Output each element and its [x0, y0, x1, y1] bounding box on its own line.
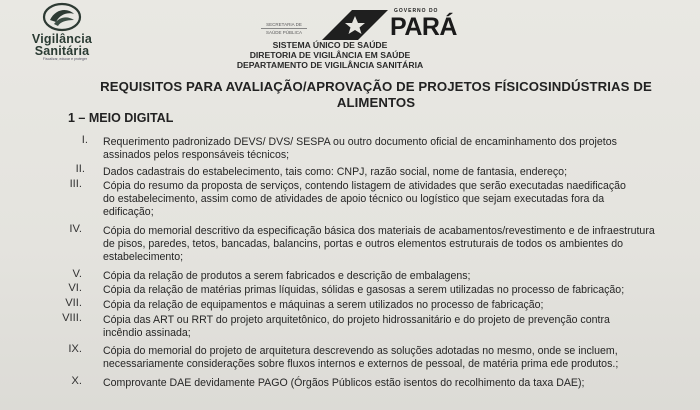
sespa-line2: SAÚDE PÚBLICA [265, 30, 302, 35]
item-number: IX. [68, 343, 82, 355]
list-item [103, 136, 668, 162]
logo-text-line1: Vigilância [31, 32, 93, 46]
item-number: II. [75, 163, 85, 175]
item-line: do estabelecimento, assim como de atividades de apoio técnico ou logístico que sejam executadas fora da [103, 193, 605, 205]
list-item [103, 225, 668, 264]
title-line-2: ALIMENTOS [336, 95, 416, 110]
header-line-2: DIRETORIA DE VIGILÂNCIA EM SAÚDE [249, 50, 411, 61]
item-line: de pisos, paredes, tetos, bancadas, balancins, portas e outros elementos estruturais de todos os ambientes do [103, 238, 623, 250]
sespa-line1: SECRETARIA DE [266, 22, 302, 27]
item-number: X. [71, 375, 82, 387]
item-number: IV. [69, 223, 82, 235]
item-line: Cópia das ART ou RRT do projeto arquitetônico, do projeto hidrossanitário e do projeto de prevenção contra [103, 314, 610, 326]
header-line-1: SISTEMA ÚNICO DE SAÚDE [272, 40, 388, 50]
item-line: assinados pelos responsáveis técnicos; [103, 149, 290, 161]
logo-tagline: Fiscalizar, educar e proteger [42, 57, 88, 61]
item-line: Cópia do memorial do projeto de arquitetura descrevendo as soluções adotadas no mesmo, onde se incluem, [103, 345, 618, 357]
item-line: Requerimento padronizado DEVS/ DVS/ SESPA ou outro documento oficial de encaminhamento dos projetos [103, 136, 617, 148]
title-line-1: REQUISITOS PARA AVALIAÇÃO/APROVAÇÃO DE PROJETOS FÍSICOSINDÚSTRIAS DE [100, 79, 652, 94]
item-number: I. [81, 134, 88, 146]
list-item [103, 314, 668, 340]
item-number: VIII. [62, 312, 82, 324]
list-item [103, 284, 668, 297]
item-line: edificação; [103, 206, 154, 218]
item-line: necessariamente considerações sobre fluxos internos e externos de pessoal, de matéria prima ede produtos.; [103, 358, 619, 370]
list-item [103, 270, 668, 283]
list-item [103, 180, 668, 219]
logo-text-line2: Sanitária [34, 44, 90, 58]
item-number: V. [72, 268, 82, 280]
item-number: VI. [68, 282, 82, 294]
list-item [103, 299, 668, 312]
item-number: VII. [65, 297, 82, 309]
item-line: incêndio assinada; [103, 327, 191, 339]
item-line: Dados cadastrais do estabelecimento, tais como: CNPJ, razão social, nome de fantasia, endereço; [103, 166, 568, 178]
governo-label: GOVERNO DO [394, 8, 439, 14]
list-item [103, 166, 668, 179]
list-item [103, 377, 668, 390]
para-label: PARÁ [390, 13, 457, 41]
item-line: Cópia da relação de equipamentos e máquinas a serem utilizados no processo de fabricação; [103, 299, 544, 311]
item-line: Cópia da relação de produtos a serem fabricados e descrição de embalagens; [103, 270, 471, 282]
item-line: Cópia do resumo da proposta de serviços, contendo listagem de atividades que serão executadas naedificação [103, 180, 626, 192]
item-number: III. [69, 178, 82, 190]
header-line-3: DEPARTAMENTO DE VIGILÂNCIA SANITÁRIA [236, 60, 424, 71]
item-line: Cópia do memorial descritivo da especificação básica dos materiais de acabamentos/revestimento e de infraestrutura [103, 225, 655, 237]
section-heading: 1 – MEIO DIGITAL [68, 111, 174, 125]
list-item [103, 345, 668, 371]
item-line: Cópia da relação de matérias primas líquidas, sólidas e gasosas a serem utilizadas no processo de fabricação; [103, 284, 625, 296]
item-line: estabelecimento; [103, 251, 184, 263]
item-line: Comprovante DAE devidamente PAGO (Órgãos Públicos estão isentos do recolhimento da taxa DAE); [103, 377, 585, 389]
